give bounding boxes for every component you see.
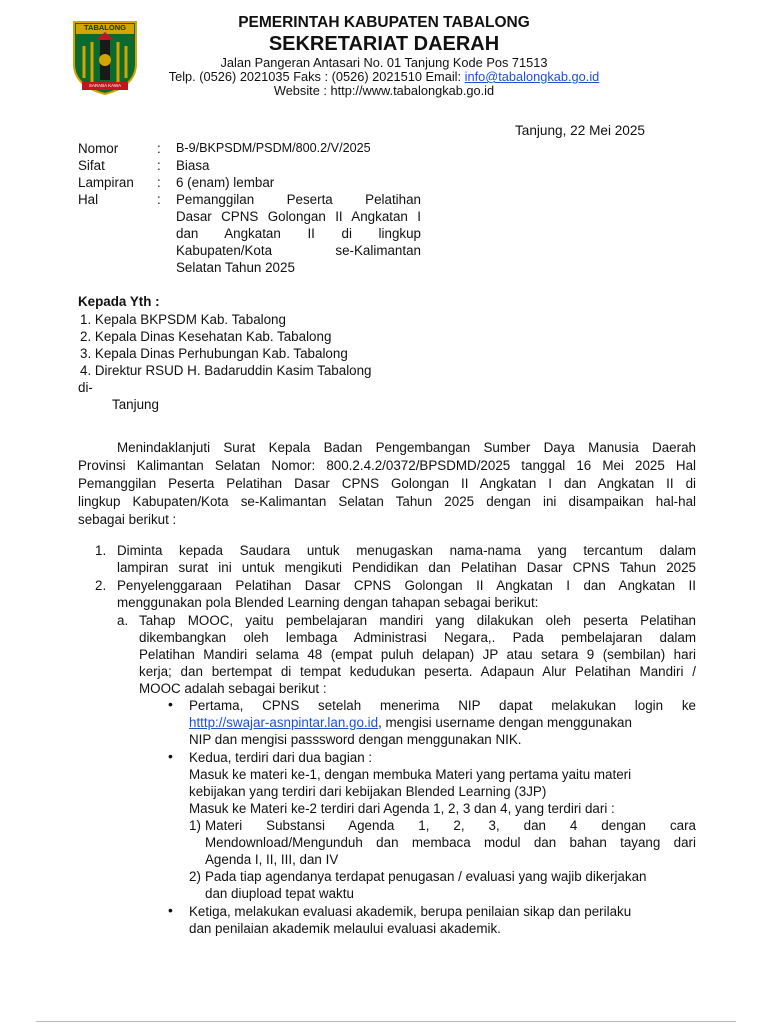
swajar-link[interactable]: htttp://swajar-asnpintar.lan.go.id <box>189 715 379 730</box>
bullet-2-line: kebijakan yang terdiri dari kebijakan Blended Learning (3JP) <box>189 784 547 799</box>
meta-value-nomor: B-9/BKPSDM/PSDM/800.2/V/2025 <box>176 141 371 155</box>
meta-label-lampiran: Lampiran <box>78 175 134 190</box>
logo-motto: SARABA KAWA <box>88 83 122 88</box>
meta-label-sifat: Sifat <box>78 158 105 173</box>
bullet-1-line: Pertama, CPNS setelah menerima NIP dapat melakukan login ke <box>189 698 696 713</box>
contact-text: Telp. (0526) 2021035 Faks : (0526) 2021510 Email: <box>168 69 465 84</box>
bullet-2-line: Kedua, terdiri dari dua bagian : <box>189 750 373 765</box>
sub-point-a-line: kerja; dan bertempat di tempat kedudukan peserta. Adapaun Alur Pelatihan Mandiri / <box>139 664 696 679</box>
point-1-line: Diminta kepada Saudara untuk menugaskan nama-nama yang tercantum dalam <box>117 543 696 558</box>
point-number: 2. <box>95 578 107 593</box>
intro-line: Provinsi Kalimantan Selatan Nomor: 800.2.4.2/0372/BPSDMD/2025 tanggal 16 Mei 2025 Hal <box>78 458 696 473</box>
bullet-1-after-link: , mengisi username dengan menggunakan <box>378 715 632 730</box>
point-1-line: lampiran surat ini untuk mengikuti Pendidikan dan Pelatihan Dasar CPNS Tahun 2025 <box>117 560 696 575</box>
addressee-heading: Kepada Yth : <box>78 294 160 309</box>
email-link[interactable]: info@tabalongkab.go.id <box>464 69 600 84</box>
sub-point-letter: a. <box>117 613 129 628</box>
header-website: Website : http://www.tabalongkab.go.id <box>273 83 495 98</box>
meta-colon: : <box>157 141 161 156</box>
addressee-di: di- <box>78 380 93 395</box>
bullet-1-link-line <box>189 714 632 731</box>
logo-text: TABALONG <box>84 23 126 32</box>
meta-label-nomor: Nomor <box>78 141 119 156</box>
intro-line: sebagai berikut : <box>78 512 177 527</box>
meta-label-hal: Hal <box>78 192 99 207</box>
addressee-item: 2. Kepala Dinas Kesehatan Kab. Tabalong <box>80 329 332 344</box>
bullet-icon: • <box>168 902 173 918</box>
header-address: Jalan Pangeran Antasari No. 01 Tanjung Kode Pos 71513 <box>220 55 548 70</box>
intro-line: lingkup Kabupaten/Kota se-Kalimantan Selatan Tahun 2025 dengan ini disampaikan hal-hal <box>78 494 696 509</box>
meta-colon: : <box>157 192 161 207</box>
meta-value-hal: Dasar CPNS Golongan II Angkatan I <box>176 209 421 224</box>
addressee-city: Tanjung <box>112 397 159 412</box>
point-2-line: menggunakan pola Blended Learning dengan tahapan sebagai berikut: <box>117 595 539 610</box>
addressee-item: 3. Kepala Dinas Perhubungan Kab. Tabalong <box>80 346 348 361</box>
intro-line: Pemanggilan Peserta Pelatihan Dasar CPNS Golongan II Angkatan I dan Angkatan II di <box>78 476 696 491</box>
bullet-3-line: dan penilaian akademik melaului evaluasi akademik. <box>189 921 501 936</box>
header-secretariat: SEKRETARIAT DAERAH <box>268 33 500 55</box>
sub-point-a-line: Tahap MOOC, yaitu pembelajaran mandiri yang dilakukan oleh peserta Pelatihan <box>139 613 696 628</box>
sub-point-a-line: dikembangkan oleh lembaga Administrasi Negara,. Pada pembelajaran dalam <box>139 630 696 645</box>
meta-value-sifat: Biasa <box>176 158 210 173</box>
header-government: PEMERINTAH KABUPATEN TABALONG <box>238 14 530 31</box>
bullet-1-line: NIP dan mengisi passsword dengan menggunakan NIK. <box>189 732 522 747</box>
sub-1-line: Agenda I, II, III, dan IV <box>205 852 339 867</box>
sub-number: 1) <box>189 818 201 833</box>
intro-line: Menindaklanjuti Surat Kepala Badan Pengembangan Sumber Daya Manusia Daerah <box>117 440 696 455</box>
addressee-item: 4. Direktur RSUD H. Badaruddin Kasim Tabalong <box>80 363 372 378</box>
bullet-icon: • <box>168 696 173 712</box>
sub-2-line: dan diupload tepat waktu <box>205 886 354 901</box>
meta-value-hal: Kabupaten/Kota se-Kalimantan <box>176 243 421 258</box>
meta-value-hal: dan Angkatan II di lingkup <box>176 226 421 241</box>
meta-value-hal: Pemanggilan Peserta Pelatihan <box>176 192 421 207</box>
addressee-item: 1. Kepala BKPSDM Kab. Tabalong <box>80 312 286 327</box>
sub-1-line: Mendownload/Mengunduh dan membaca modul dan bahan tayang dari <box>205 835 696 850</box>
meta-colon: : <box>157 158 161 173</box>
sub-point-a-line: MOOC adalah sebagai berikut : <box>139 681 327 696</box>
meta-value-hal: Selatan Tahun 2025 <box>176 260 295 275</box>
point-2-line: Penyelenggaraan Pelatihan Dasar CPNS Golongan II Angkatan I dan Angkatan II <box>117 578 696 593</box>
sub-number: 2) <box>189 869 201 884</box>
meta-value-lampiran: 6 (enam) lembar <box>176 175 275 190</box>
point-number: 1. <box>95 543 107 558</box>
bullet-3-line: Ketiga, melakukan evaluasi akademik, berupa penilaian sikap dan perilaku <box>189 904 632 919</box>
bullet-2-line: Masuk ke Materi ke-2 terdiri dari Agenda 1, 2, 3 dan 4, yang terdiri dari : <box>189 801 615 816</box>
meta-colon: : <box>157 175 161 190</box>
letter-date: Tanjung, 22 Mei 2025 <box>515 123 645 138</box>
sub-point-a-line: Pelatihan Mandiri selama 48 (empat puluh delapan) JP atau setara 9 (sembilan) hari <box>139 647 696 662</box>
bullet-2-line: Masuk ke materi ke-1, dengan membuka Materi yang pertama yaitu materi <box>189 767 632 782</box>
bullet-icon: • <box>168 748 173 764</box>
sub-1-line: Materi Substansi Agenda 1, 2, 3, dan 4 dengan cara <box>205 818 696 833</box>
header-contact <box>0 69 768 84</box>
sub-2-line: Pada tiap agendanya terdapat penugasan / evaluasi yang wajib dikerjakan <box>205 869 647 884</box>
page-divider <box>36 1021 736 1022</box>
